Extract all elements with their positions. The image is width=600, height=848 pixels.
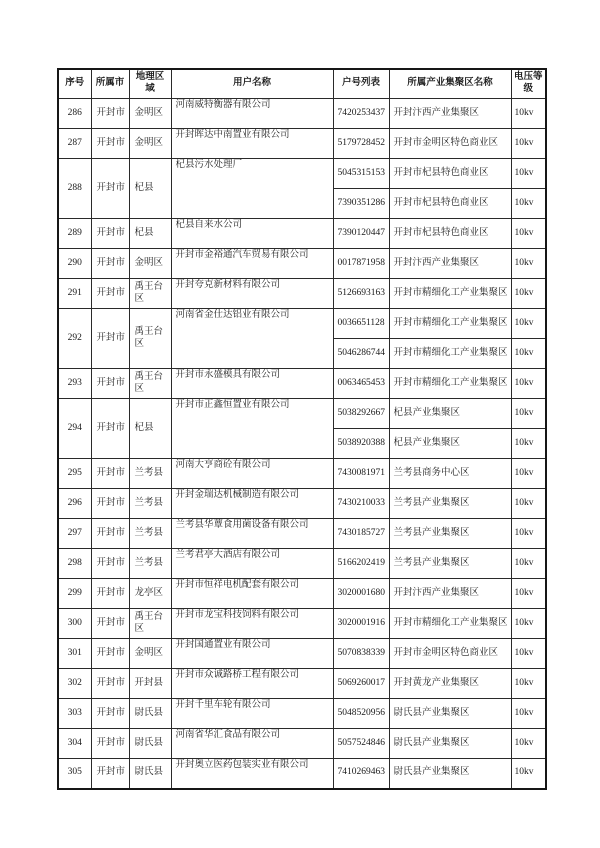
cell-city: 开封市 xyxy=(91,459,129,489)
table-body xyxy=(58,99,546,789)
cell-cluster-name: 开封汴西产业集聚区 xyxy=(389,99,511,129)
cell-district: 兰考县 xyxy=(129,459,171,489)
cell-district: 禹王台区 xyxy=(129,279,171,309)
table-row xyxy=(58,699,546,729)
cell-company-name: 杞县污水处理厂 xyxy=(171,159,333,219)
cell-district: 尉氏县 xyxy=(129,729,171,759)
cell-seq: 299 xyxy=(58,579,91,609)
cell-voltage-level: 10kv xyxy=(511,399,546,429)
table-row xyxy=(58,399,546,429)
cell-district: 兰考县 xyxy=(129,549,171,579)
cell-company-name: 开封市众诚路桥工程有限公司 xyxy=(171,669,333,699)
cell-account-number: 3020001680 xyxy=(333,579,389,609)
cell-account-number: 5048520956 xyxy=(333,699,389,729)
cell-cluster-name: 杞县产业集聚区 xyxy=(389,429,511,459)
header-voltage: 电压等级 xyxy=(511,69,546,99)
cell-company-name: 兰考君亭大酒店有限公司 xyxy=(171,549,333,579)
cell-company-name: 河南省华汇食品有限公司 xyxy=(171,729,333,759)
cell-seq: 297 xyxy=(58,519,91,549)
cell-account-number: 5070838339 xyxy=(333,639,389,669)
cell-district: 兰考县 xyxy=(129,489,171,519)
cell-district: 禹王台区 xyxy=(129,369,171,399)
cell-cluster-name: 开封市金明区特色商业区 xyxy=(389,639,511,669)
cell-cluster-name: 兰考县产业集聚区 xyxy=(389,519,511,549)
header-city: 所属市 xyxy=(91,69,129,99)
cell-voltage-level: 10kv xyxy=(511,639,546,669)
cell-city: 开封市 xyxy=(91,279,129,309)
cell-voltage-level: 10kv xyxy=(511,309,546,339)
cell-voltage-level: 10kv xyxy=(511,339,546,369)
table-row xyxy=(58,309,546,339)
cell-voltage-level: 10kv xyxy=(511,459,546,489)
cell-city: 开封市 xyxy=(91,549,129,579)
cell-cluster-name: 开封市精细化工产业集聚区 xyxy=(389,339,511,369)
cell-seq: 302 xyxy=(58,669,91,699)
table-row xyxy=(58,519,546,549)
cell-district: 开封县 xyxy=(129,669,171,699)
cell-city: 开封市 xyxy=(91,489,129,519)
cell-district: 金明区 xyxy=(129,99,171,129)
cell-seq: 301 xyxy=(58,639,91,669)
cell-cluster-name: 开封汴西产业集聚区 xyxy=(389,579,511,609)
cell-cluster-name: 开封市精细化工产业集聚区 xyxy=(389,279,511,309)
cell-city: 开封市 xyxy=(91,399,129,459)
cell-account-number: 7410269463 xyxy=(333,759,389,789)
cell-seq: 305 xyxy=(58,759,91,789)
cell-district: 金明区 xyxy=(129,249,171,279)
header-row xyxy=(58,69,546,99)
header-district: 地理区域 xyxy=(129,69,171,99)
cell-account-number: 5166202419 xyxy=(333,549,389,579)
cell-voltage-level: 10kv xyxy=(511,549,546,579)
table-row xyxy=(58,249,546,279)
cell-district: 龙亭区 xyxy=(129,579,171,609)
cell-cluster-name: 开封市精细化工产业集聚区 xyxy=(389,369,511,399)
cell-company-name: 开封金瑞达机械制造有限公司 xyxy=(171,489,333,519)
cell-city: 开封市 xyxy=(91,159,129,219)
table-row xyxy=(58,609,546,639)
cell-seq: 288 xyxy=(58,159,91,219)
cell-account-number: 5038292667 xyxy=(333,399,389,429)
user-cluster-table xyxy=(57,68,547,790)
cell-seq: 304 xyxy=(58,729,91,759)
table-row xyxy=(58,729,546,759)
cell-cluster-name: 开封市金明区特色商业区 xyxy=(389,129,511,159)
cell-account-number: 5126693163 xyxy=(333,279,389,309)
cell-voltage-level: 10kv xyxy=(511,429,546,459)
header-account: 户号列表 xyxy=(333,69,389,99)
cell-seq: 295 xyxy=(58,459,91,489)
cell-cluster-name: 开封市精细化工产业集聚区 xyxy=(389,609,511,639)
cell-account-number: 7390120447 xyxy=(333,219,389,249)
cell-account-number: 5057524846 xyxy=(333,729,389,759)
cell-account-number: 5179728452 xyxy=(333,129,389,159)
cell-account-number: 5069260017 xyxy=(333,669,389,699)
table-row xyxy=(58,639,546,669)
cell-cluster-name: 尉氏县产业集聚区 xyxy=(389,699,511,729)
table-row xyxy=(58,159,546,189)
cell-seq: 294 xyxy=(58,399,91,459)
table-row xyxy=(58,489,546,519)
cell-account-number: 7430081971 xyxy=(333,459,389,489)
cell-company-name: 开封市恒祥电机配套有限公司 xyxy=(171,579,333,609)
cell-district: 杞县 xyxy=(129,159,171,219)
cell-voltage-level: 10kv xyxy=(511,189,546,219)
table-row xyxy=(58,459,546,489)
cell-voltage-level: 10kv xyxy=(511,249,546,279)
cell-company-name: 开封千里车轮有限公司 xyxy=(171,699,333,729)
cell-city: 开封市 xyxy=(91,249,129,279)
cell-cluster-name: 尉氏县产业集聚区 xyxy=(389,729,511,759)
cell-district: 杞县 xyxy=(129,399,171,459)
cell-voltage-level: 10kv xyxy=(511,159,546,189)
cell-voltage-level: 10kv xyxy=(511,669,546,699)
cell-company-name: 兰考县华蕈食用菌设备有限公司 xyxy=(171,519,333,549)
cell-city: 开封市 xyxy=(91,699,129,729)
cell-account-number: 3020001916 xyxy=(333,609,389,639)
cell-company-name: 开封夸克新材料有限公司 xyxy=(171,279,333,309)
cell-company-name: 杞县自来水公司 xyxy=(171,219,333,249)
cell-city: 开封市 xyxy=(91,579,129,609)
table-row xyxy=(58,279,546,309)
table-header xyxy=(58,69,546,99)
cell-city: 开封市 xyxy=(91,519,129,549)
cell-city: 开封市 xyxy=(91,639,129,669)
cell-city: 开封市 xyxy=(91,369,129,399)
cell-district: 尉氏县 xyxy=(129,699,171,729)
cell-district: 金明区 xyxy=(129,129,171,159)
cell-voltage-level: 10kv xyxy=(511,759,546,789)
cell-voltage-level: 10kv xyxy=(511,699,546,729)
cell-account-number: 0036651128 xyxy=(333,309,389,339)
cell-seq: 289 xyxy=(58,219,91,249)
cell-seq: 296 xyxy=(58,489,91,519)
cell-district: 金明区 xyxy=(129,639,171,669)
cell-company-name: 开封市金裕通汽车贸易有限公司 xyxy=(171,249,333,279)
table-row xyxy=(58,579,546,609)
cell-district: 兰考县 xyxy=(129,519,171,549)
cell-voltage-level: 10kv xyxy=(511,279,546,309)
header-cluster: 所属产业集聚区名称 xyxy=(389,69,511,99)
cell-cluster-name: 开封市杞县特色商业区 xyxy=(389,189,511,219)
table-row xyxy=(58,219,546,249)
cell-voltage-level: 10kv xyxy=(511,489,546,519)
cell-voltage-level: 10kv xyxy=(511,99,546,129)
cell-voltage-level: 10kv xyxy=(511,609,546,639)
cell-account-number: 7430210033 xyxy=(333,489,389,519)
cell-city: 开封市 xyxy=(91,99,129,129)
cell-account-number: 7420253437 xyxy=(333,99,389,129)
cell-voltage-level: 10kv xyxy=(511,129,546,159)
cell-city: 开封市 xyxy=(91,129,129,159)
cell-seq: 292 xyxy=(58,309,91,369)
cell-cluster-name: 兰考县商务中心区 xyxy=(389,459,511,489)
cell-voltage-level: 10kv xyxy=(511,729,546,759)
cell-cluster-name: 开封黄龙产业集聚区 xyxy=(389,669,511,699)
cell-city: 开封市 xyxy=(91,219,129,249)
cell-seq: 290 xyxy=(58,249,91,279)
cell-cluster-name: 开封市精细化工产业集聚区 xyxy=(389,309,511,339)
cell-account-number: 7430185727 xyxy=(333,519,389,549)
table-row xyxy=(58,369,546,399)
cell-account-number: 5045315153 xyxy=(333,159,389,189)
cell-city: 开封市 xyxy=(91,609,129,639)
cell-cluster-name: 开封市杞县特色商业区 xyxy=(389,159,511,189)
cell-seq: 286 xyxy=(58,99,91,129)
cell-company-name: 开封国通置业有限公司 xyxy=(171,639,333,669)
cell-account-number: 5046286744 xyxy=(333,339,389,369)
table-row xyxy=(58,669,546,699)
cell-cluster-name: 兰考县产业集聚区 xyxy=(389,549,511,579)
cell-city: 开封市 xyxy=(91,729,129,759)
table-row xyxy=(58,129,546,159)
cell-cluster-name: 开封汴西产业集聚区 xyxy=(389,249,511,279)
cell-seq: 293 xyxy=(58,369,91,399)
cell-account-number: 0017871958 xyxy=(333,249,389,279)
cell-district: 尉氏县 xyxy=(129,759,171,789)
cell-account-number: 5038920388 xyxy=(333,429,389,459)
cell-seq: 300 xyxy=(58,609,91,639)
cell-district: 杞县 xyxy=(129,219,171,249)
cell-voltage-level: 10kv xyxy=(511,519,546,549)
cell-city: 开封市 xyxy=(91,309,129,369)
cell-cluster-name: 开封市杞县特色商业区 xyxy=(389,219,511,249)
cell-company-name: 河南大亨商砼有限公司 xyxy=(171,459,333,489)
table-row xyxy=(58,99,546,129)
cell-seq: 287 xyxy=(58,129,91,159)
cell-city: 开封市 xyxy=(91,759,129,789)
table-row xyxy=(58,549,546,579)
cell-seq: 298 xyxy=(58,549,91,579)
cell-seq: 303 xyxy=(58,699,91,729)
cell-account-number: 7390351286 xyxy=(333,189,389,219)
cell-company-name: 开封市龙宝科技饲料有限公司 xyxy=(171,609,333,639)
cell-district: 禹王台区 xyxy=(129,309,171,369)
table-row xyxy=(58,759,546,789)
cell-company-name: 河南省金仕达铝业有限公司 xyxy=(171,309,333,369)
header-company: 用户名称 xyxy=(171,69,333,99)
cell-cluster-name: 杞县产业集聚区 xyxy=(389,399,511,429)
cell-company-name: 开封奥立医药包装实业有限公司 xyxy=(171,759,333,789)
cell-district: 禹王台区 xyxy=(129,609,171,639)
cell-account-number: 0063465453 xyxy=(333,369,389,399)
cell-company-name: 河南威特衡器有限公司 xyxy=(171,99,333,129)
cell-company-name: 开封市永盛模具有限公司 xyxy=(171,369,333,399)
cell-company-name: 开封市正鑫恒置业有限公司 xyxy=(171,399,333,459)
cell-voltage-level: 10kv xyxy=(511,579,546,609)
cell-cluster-name: 兰考县产业集聚区 xyxy=(389,489,511,519)
header-seq: 序号 xyxy=(58,69,91,99)
cell-seq: 291 xyxy=(58,279,91,309)
cell-voltage-level: 10kv xyxy=(511,369,546,399)
cell-cluster-name: 尉氏县产业集聚区 xyxy=(389,759,511,789)
cell-voltage-level: 10kv xyxy=(511,219,546,249)
cell-city: 开封市 xyxy=(91,669,129,699)
cell-company-name: 开封晖达中南置业有限公司 xyxy=(171,129,333,159)
